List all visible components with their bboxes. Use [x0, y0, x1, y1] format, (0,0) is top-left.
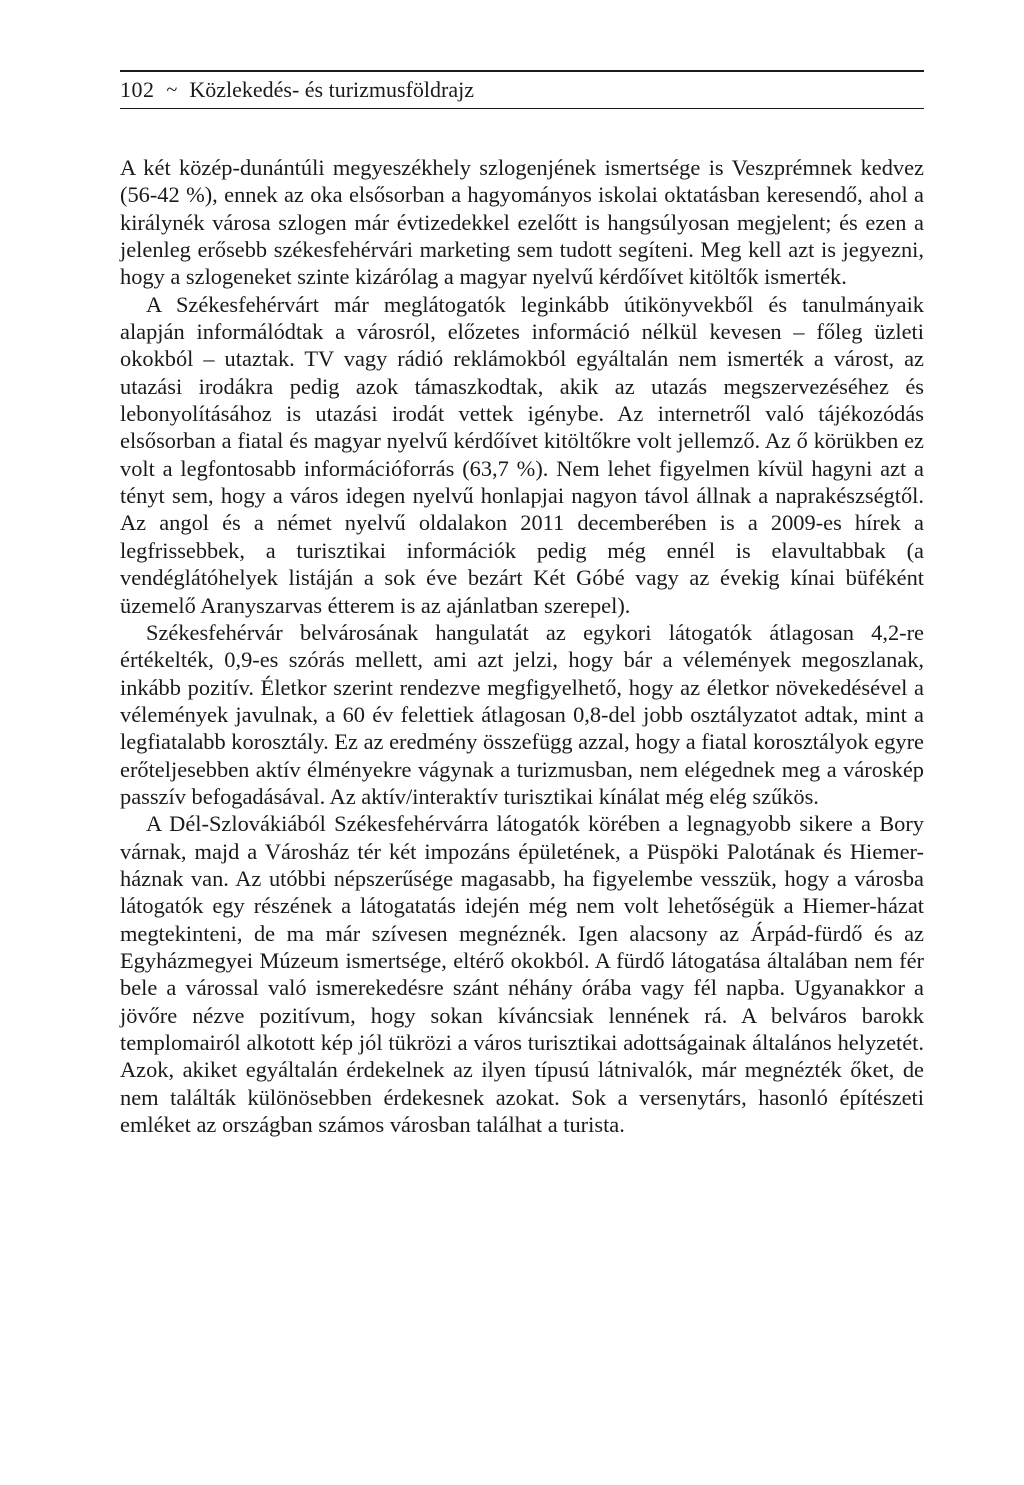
running-header — [120, 70, 924, 109]
section-title: Közlekedés- és turizmusföldrajz — [189, 77, 474, 102]
paragraph-4: A Dél-Szlovákiából Székesfehérvárra látogatók körében a legnagyobb sikere a Bory várnak, majd a Városház tér két impozáns épületének, a Püspöki Palotának és Hiemer-háznak van. Az utóbbi népszerűsége magasabb, ha figyelembe vesszük, hogy a városba látogatók egy részének a látogatatás idején még nem volt lehetőségük a Hiemer-házat megtekinteni, de ma már szívesen megnéznék. Igen alacsony az Árpád-fürdő és az Egyházmegyei Múzeum ismertsége, eltérő okokból. A fürdő látogatása általában nem fér bele a várossal való ismerekedésre szánt néhány órába vagy fél napba. Ugyanakkor a jövőre nézve pozitívum, hogy sokan kíváncsiak lennének rá. A belváros barokk templomairól alkotott kép jól tükrözi a város turisztikai adottságainak általános helyzetét. Azok, akiket egyáltalán érdekelnek az ilyen típusú látnivalók, már megnézték őket, de nem találták különösebben érdekesnek azokat. Sok a versenytárs, hasonló építészeti emléket az országban számos városban találhat a turista. — [120, 811, 924, 1138]
body-text — [120, 154, 924, 1138]
book-page — [120, 70, 924, 1138]
header-separator: ~ — [166, 79, 178, 101]
page-number: 102 — [120, 77, 155, 102]
paragraph-3: Székesfehérvár belvárosának hangulatát az egykori látogatók átlagosan 4,2-re értékelték, 0,9-es szórás mellett, ami azt jelzi, hogy bár a vélemények megoszlanak, inkább pozitív. Életkor szerint rendezve megfigyelhető, hogy az életkor növekedésével a vélemények javulnak, a 60 év felettiek átlagosan 0,8-del jobb osztályzatot adtak, mint a legfiatalabb korosztály. Ez az eredmény összefügg azzal, hogy a fiatal korosztályok egyre erőteljesebben aktív élményekre vágynak a turizmusban, nem elégednek meg a városkép passzív befogadásával. Az aktív/interaktív turisztikai kínálat még elég szűkös. — [120, 619, 924, 809]
paragraph-1: A két közép-dunántúli megyeszékhely szlogenjének ismertsége is Veszprémnek kedvez (56-42 %), ennek az oka elsősorban a hagyományos iskolai oktatásban keresendő, ahol a királynék városa szlogen már évtizedekkel ezelőtt is hangsúlyosan megjelent; és ezen a jelenleg erősebb székesfehérvári marketing sem tudott segíteni. Meg kell azt is jegyezni, hogy a szlogeneket szinte kizárólag a magyar nyelvű kérdőívet kitöltők ismerték. — [120, 155, 924, 290]
paragraph-2: A Székesfehérvárt már meglátogatók leginkább útikönyvekből és tanulmányaik alapján informálódtak a városról, előzetes információ nélkül kevesen – főleg üzleti okokból – utaztak. TV vagy rádió reklámokból egyáltalán nem ismerték a várost, az utazási irodákra pedig azok támaszkodtak, akik az utazás megszervezéséhez és lebonyolításához is utazási irodát vettek igénybe. Az internetről való tájékozódás elsősorban a fiatal és magyar nyelvű kérdőívet kitöltőkre volt jellemző. Az ő körükben ez volt a legfontosabb információforrás (63,7 %). Nem lehet figyelmen kívül hagyni azt a tényt sem, hogy a város idegen nyelvű honlapjai nagyon távol állnak a naprakészségtől. Az angol és a német nyelvű oldalakon 2011 decemberében is a 2009-es hírek a legfrissebbek, a turisztikai információk pedig még ennél is elavultabbak (a vendéglátóhelyek listáján a sok éve bezárt Két Góbé vagy az évekig kínai büféként üzemelő Aranyszarvas étterem is az ajánlatban szerepel). — [120, 291, 924, 618]
